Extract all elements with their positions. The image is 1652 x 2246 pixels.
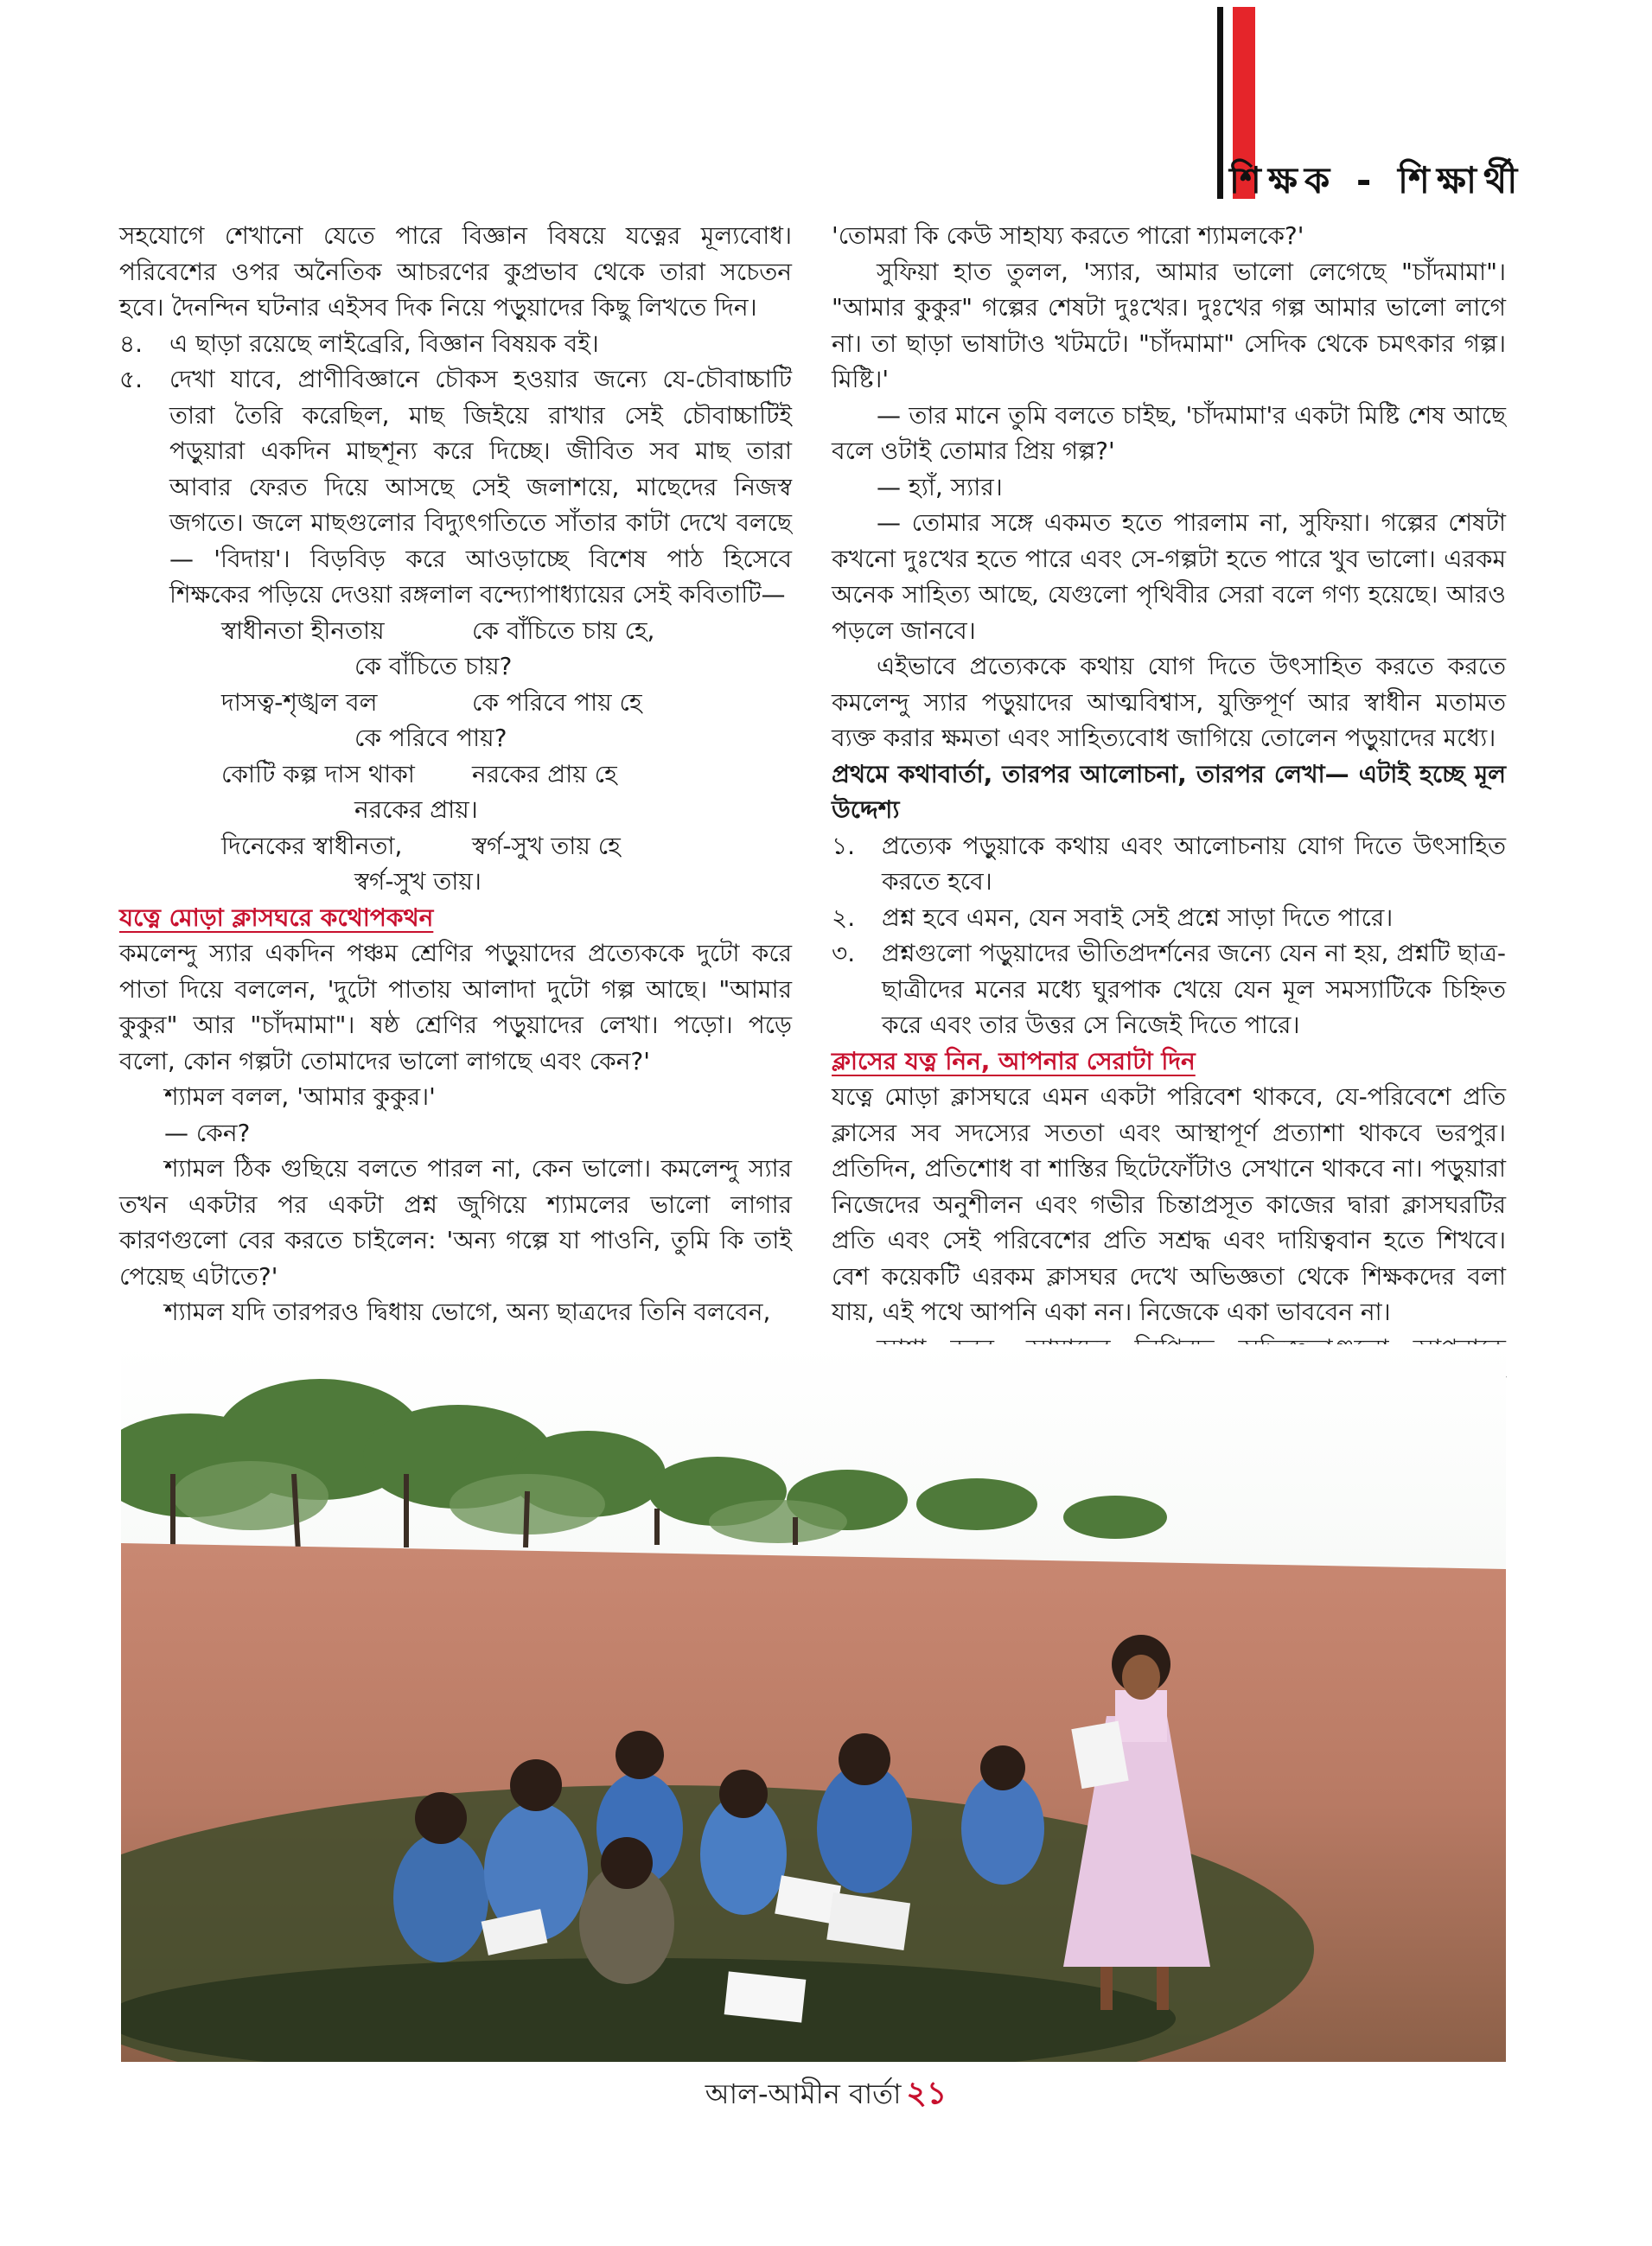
header-bar-black — [1217, 7, 1223, 199]
list-item — [119, 361, 792, 613]
poem-line — [119, 756, 792, 793]
poem-refrain: স্বর্গ-সুখ তায়। — [354, 867, 482, 896]
poem-line — [119, 828, 792, 865]
page-number: ২১ — [906, 2076, 947, 2111]
list-number: ২. — [832, 903, 856, 932]
section-heading: ক্লাসের যত্ন নিন, আপনার সেরাটা দিন — [832, 1046, 1196, 1075]
poem-line — [119, 685, 792, 721]
poem-verse: কে বাঁচিতে চায় হে, — [472, 616, 655, 645]
paragraph: সহযোগে শেখানো যেতে পারে বিজ্ঞান বিষয়ে যত্নের মূল্যবোধ। পরিবেশের ওপর অনৈতিক আচরণের কুপ্রভাব থেকে তারা সচেতন হবে। দৈনন্দিন ঘটনার এইসব দিক নিয়ে পড়ুয়াদের কিছু লিখতে দিন। — [119, 221, 792, 322]
paragraph: শ্যামল ঠিক গুছিয়ে বলতে পারল না, কেন ভালো। কমলেন্দু স্যার তখন একটার পর একটা প্রশ্ন জুগিয়ে শ্যামলের ভালো লাগার কারণগুলো বের করতে চাইলেন: 'অন্য গল্পে যা পাওনি, তুমি কি তাই পেয়েছ এটাতে?' — [119, 1154, 792, 1291]
poem-refrain: কে বাঁচিতে চায়? — [354, 652, 513, 680]
poem-verse: স্বর্গ-সুখ তায় হে — [472, 831, 621, 860]
list-item — [119, 326, 792, 362]
right-column — [832, 218, 1506, 1438]
poem-verse: কোটি কল্প দাস থাকা — [221, 759, 415, 788]
list-number: ৪. — [119, 329, 144, 358]
classroom-photo — [121, 1344, 1506, 2062]
list-item — [832, 900, 1506, 936]
paragraph: — কেন? — [164, 1118, 251, 1147]
paragraph: — তার মানে তুমি বলতে চাইছ, 'চাঁদমামা'র একটা মিষ্টি শেষ আছে বলে ওটাই তোমার প্রিয় গল্প?' — [832, 400, 1506, 465]
page-footer — [0, 2070, 1652, 2122]
poem-line — [119, 613, 792, 649]
list-number: ১. — [832, 831, 856, 860]
paragraph: সুফিয়া হাত তুলল, 'স্যার, আমার ভালো লেগেছে "চাঁদমামা"। "আমার কুকুর" গল্পের শেষটা দুঃখের। দুঃখের গল্প আমার ভালো লাগে না। তা ছাড়া ভাষাটাও খটমটে। "চাঁদমামা" সেদিক থেকে চমৎকার গল্প। মিষ্টি।' — [832, 257, 1506, 393]
poem-verse: দাসত্ব-শৃঙ্খল বল — [221, 687, 378, 717]
poem-verse: কে পরিবে পায় হে — [472, 687, 642, 717]
poem — [119, 613, 792, 900]
list-number: ৩. — [832, 939, 856, 967]
paragraph: শ্যামল বলল, 'আমার কুকুর।' — [164, 1082, 436, 1111]
list-item — [832, 828, 1506, 900]
paragraph: — তোমার সঙ্গে একমত হতে পারলাম না, সুফিয়া। গল্পের শেষটা কখনো দুঃখের হতে পারে এবং সে-গল্পটা হতে পারে খুব ভালো। এরকম অনেক সাহিত্য আছে, যেগুলো পৃথিবীর সেরা বলে গণ্য হয়েছে। আরও পড়লে জানবে। — [832, 508, 1506, 645]
left-column — [119, 218, 792, 1330]
paragraph: শ্যামল যদি তারপরও দ্বিধায় ভোগে, অন্য ছাত্রদের তিনি বলবেন, — [164, 1298, 771, 1326]
section-heading: যত্নে মোড়া ক্লাসঘরে কথোপকথন — [119, 903, 434, 932]
section-title: শিক্ষক - শিক্ষার্থী — [1229, 159, 1525, 201]
list-text: এ ছাড়া রয়েছে লাইব্রেরি, বিজ্ঞান বিষয়ক বই। — [169, 329, 599, 358]
list-text: দেখা যাবে, প্রাণীবিজ্ঞানে চৌকস হওয়ার জন্যে যে-চৌবাচ্চাটি তারা তৈরি করেছিল, মাছ জিইয়ে রাখার সেই চৌবাচ্চাটিই পড়ুয়ারা একদিন মাছশূন্য করে দিচ্ছে। জীবিত সব মাছ তারা আবার ফেরত দিয়ে আসছে সেই জলাশয়ে, মাছেদের নিজস্ব জগতে। জলে মাছগুলোর বিদ্যুৎগতিতে সাঁতার কাটা দেখে বলছে— 'বিদায়'। বিড়বিড় করে আওড়াচ্ছে বিশেষ পাঠ হিসেবে শিক্ষকের পড়িয়ে দেওয়া রঙ্গলাল বন্দ্যোপাধ্যায়ের সেই কবিতাটি— — [169, 365, 792, 609]
paragraph: কমলেন্দু স্যার একদিন পঞ্চম শ্রেণির পড়ুয়াদের প্রত্যেককে দুটো করে পাতা দিয়ে বললেন, 'দুটো পাতায় আলাদা দুটো গল্প আছে। "আমার কুকুর" আর "চাঁদমামা"। ষষ্ঠ শ্রেণির পড়ুয়াদের লেখা। পড়ো। পড়ে বলো, কোন গল্পটা তোমাদের ভালো লাগছে এবং কেন?' — [119, 939, 792, 1075]
magazine-name: আল-আমীন বার্তা — [705, 2077, 902, 2110]
list-text: প্রশ্নগুলো পড়ুয়াদের ভীতিপ্রদর্শনের জন্যে যেন না হয়, প্রশ্নটি ছাত্র-ছাত্রীদের মনের মধ্যে ঘুরপাক খেয়ে যেন মূল সমস্যাটিকে চিহ্নিত করে এবং তার উত্তর সে নিজেই দিতে পারে। — [882, 939, 1506, 1039]
list-text: প্রশ্ন হবে এমন, যেন সবাই সেই প্রশ্নে সাড়া দিতে পারে। — [882, 903, 1394, 932]
poem-verse: নরকের প্রায় হে — [472, 759, 617, 788]
bold-subheading: প্রথমে কথাবার্তা, তারপর আলোচনা, তারপর লেখা— এটাই হচ্ছে মূল উদ্দেশ্য — [832, 759, 1506, 824]
paragraph: এইভাবে প্রত্যেককে কথায় যোগ দিতে উৎসাহিত করতে করতে কমলেন্দু স্যার পড়ুয়াদের আত্মবিশ্বাস, যুক্তিপূর্ণ আর স্বাধীন মতামত ব্যক্ত করার ক্ষমতা এবং সাহিত্যবোধ জাগিয়ে তোলেন পড়ুয়াদের মধ্যে। — [832, 652, 1506, 752]
paragraph: 'তোমরা কি কেউ সাহায্য করতে পারো শ্যামলকে?' — [832, 221, 1304, 250]
paragraph: — হ্যাঁ, স্যার। — [877, 472, 1003, 501]
list-number: ৫. — [119, 365, 144, 393]
poem-verse: দিনেকের স্বাধীনতা, — [221, 831, 403, 860]
list-item — [832, 935, 1506, 1043]
poem-verse: স্বাধীনতা হীনতায় — [221, 616, 385, 645]
poem-refrain: কে পরিবে পায়? — [354, 724, 507, 752]
poem-refrain: নরকের প্রায়। — [354, 795, 478, 824]
paragraph: যত্নে মোড়া ক্লাসঘরে এমন একটা পরিবেশ থাকবে, যে-পরিবেশে প্রতি ক্লাসের সব সদস্যের সততা এবং আস্থাপূর্ণ প্রত্যাশা থাকবে ভরপুর। প্রতিদিন, প্রতিশোধ বা শাস্তির ছিটেফোঁটাও সেখানে থাকবে না। পড়ুয়ারা নিজেদের অনুশীলন এবং গভীর চিন্তাপ্রসূত কাজের দ্বারা ক্লাসঘরটির প্রতি এবং সেই পরিবেশের প্রতি সশ্রদ্ধ এবং দায়িত্ববান হতে শিখবে। বেশ কয়েকটি এরকম ক্লাসঘর দেখে অভিজ্ঞতা থেকে শিক্ষকদের বলা যায়, এই পথে আপনি একা নন। নিজেকে একা ভাববেন না। — [832, 1082, 1506, 1326]
list-text: প্রত্যেক পড়ুয়াকে কথায় এবং আলোচনায় যোগ দিতে উৎসাহিত করতে হবে। — [882, 831, 1506, 896]
